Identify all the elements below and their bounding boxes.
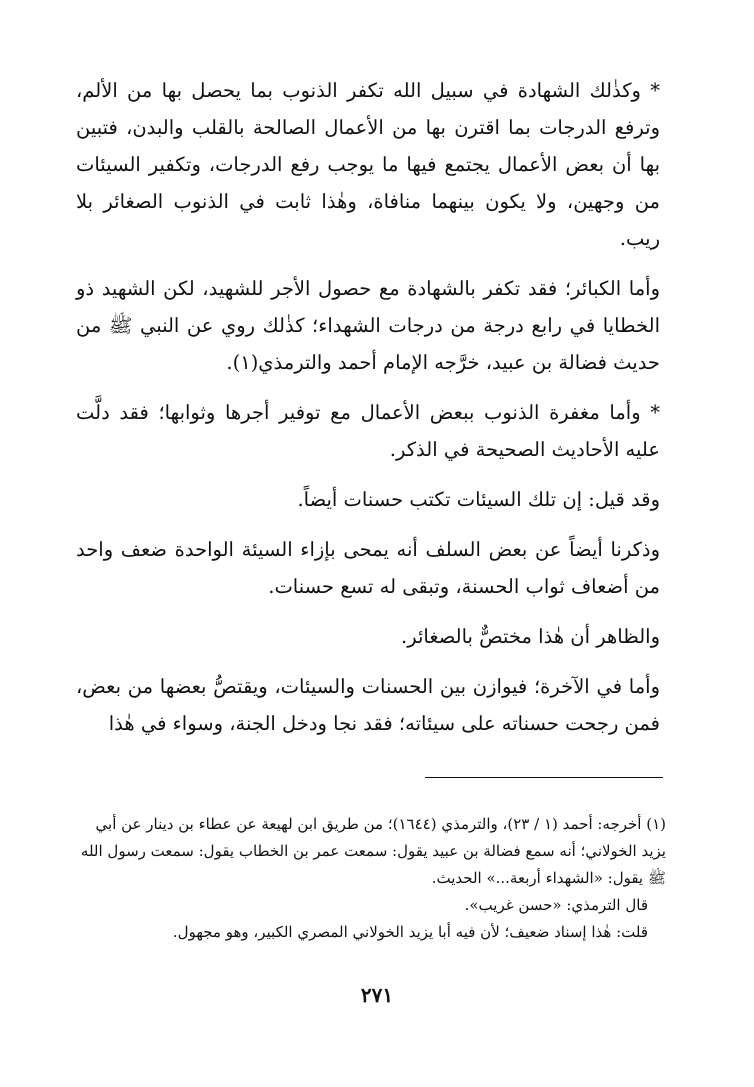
- footnote-note: قلت: هٰذا إسناد ضعيف؛ لأن فيه أبا يزيد الخولاني المصري الكبير، وهو مجهول.: [172, 923, 648, 941]
- footnote-1: (١) أخرجه: أحمد (١ / ٢٣)، والترمذي (١٦٤٤)؛ من طريق ابن لهيعة عن عطاء بن دينار عن أبي يزيد الخولاني؛ أنه سمع فضالة بن عبيد يقول: سمعت عمر بن الخطاب يقول: سمعت رسول الله ﷺ يقول: «الشهداء أربعة...» الحديث.: [80, 815, 666, 887]
- footnote-tirmidhi: قال الترمذي: «حسن غريب».: [464, 896, 648, 914]
- paragraph-martyrdom: * وكذٰلك الشهادة في سبيل الله تكفر الذنوب بما يحصل بها من الألم، وترفع الدرجات بما اقترن بها من الأعمال الصالحة بالقلب والبدن، فتبين بها أن بعض الأعمال يجتمع فيها ما يوجب رفع الدرجات، وتكفير السيئات من وجهين، ولا يكون بينهما منافاة، وهٰذا ثابت في الذنوب الصغائر بلا ريب.: [76, 79, 660, 250]
- paragraph-major-sins: وأما الكبائر؛ فقد تكفر بالشهادة مع حصول الأجر للشهيد، لكن الشهيد ذو الخطايا في رابع درجة من درجات الشهداء؛ كذٰلك روي عن النبي ﷺ من حديث فضالة بن عبيد، خرَّجه الإمام أحمد والترمذي(١).: [76, 277, 660, 374]
- paragraph-apparent: والظاهر أن هٰذا مختصٌّ بالصغائر.: [401, 625, 660, 648]
- footnote-divider: [425, 777, 663, 778]
- page-number: ٢٧١: [360, 983, 394, 1007]
- paragraph-salaf: وذكرنا أيضاً عن بعض السلف أنه يمحى بإزاء السيئة الواحدة ضعف واحد من أضعاف ثواب الحسنة، وتبقى له تسع حسنات.: [76, 538, 660, 598]
- footnotes: [76, 811, 666, 946]
- paragraph-said: وقد قيل: إن تلك السيئات تكتب حسنات أيضاً.: [297, 488, 660, 511]
- main-text: [76, 72, 660, 755]
- paragraph-forgiveness: * وأما مغفرة الذنوب ببعض الأعمال مع توفير أجرها وثوابها؛ فقد دلَّت عليه الأحاديث الصحيحة في الذكر.: [76, 401, 660, 461]
- paragraph-hereafter: وأما في الآخرة؛ فيوازن بين الحسنات والسيئات، ويقتصُّ بعضها من بعض، فمن رجحت حسناته على سيئاته؛ فقد نجا ودخل الجنة، وسواء في هٰذا: [76, 675, 660, 735]
